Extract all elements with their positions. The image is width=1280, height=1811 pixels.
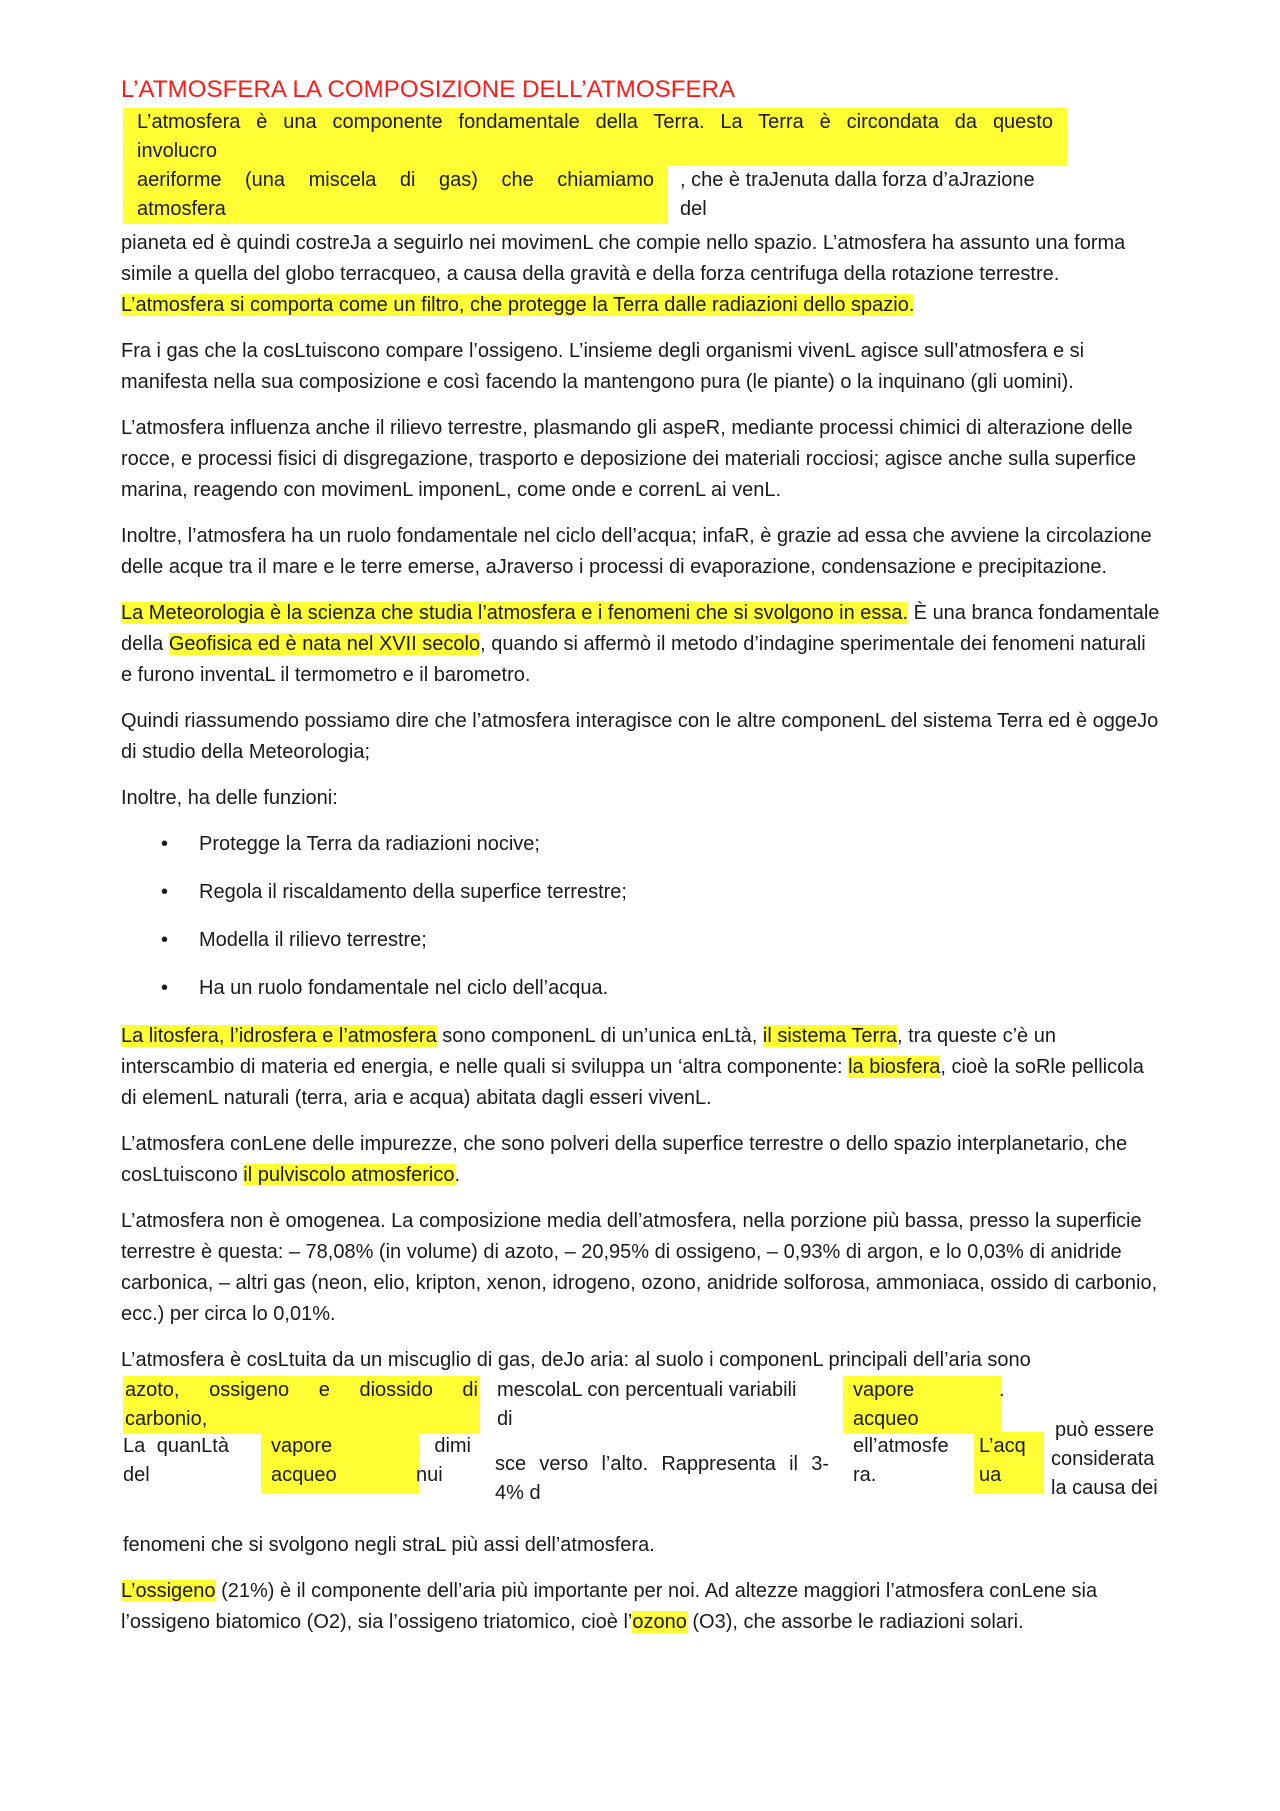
highlighted-text: il pulviscolo atmosferico [243,1164,455,1186]
cell-line: carbonio, [125,1408,208,1430]
cell-line: dimi [434,1435,471,1457]
intro-highlight-box [123,108,1067,166]
paragraph-acqua: Inoltre, l’atmosfera ha un ruolo fondamentale nel ciclo dell’acqua; infaR, è grazie ad essa che avviene la circolazione delle acque tra il mare e le terre emerse, aJraverso i processi di evaporazione, condensazione e precipitazione. [121,525,1152,578]
intro-block [121,108,1161,228]
cell-line: 4% d [495,1482,541,1504]
cell-line: di [497,1408,513,1430]
highlighted-text: ozono [632,1611,687,1633]
cell-line: del [123,1464,150,1486]
intro-line: del [680,198,707,220]
table-cell [123,1376,480,1434]
cell-line: può essere [1055,1419,1154,1441]
highlighted-text: La Meteorologia è la scienza che studia l’atmosfera e i fenomeni che si svolgono in essa. [121,602,909,624]
highlighted-text: Geofisica ed è nata nel XVII secolo [168,633,481,655]
cell-line: azoto, ossigeno e diossido di [125,1379,478,1401]
page-title: L’ATMOSFERA LA COMPOSIZIONE DELL’ATMOSFERA [121,76,736,103]
paragraph-riassumendo: Quindi riassumendo possiamo dire che l’atmosfera interagisce con le altre componenL del sistema Terra ed è oggeJo di studio della Meteorologia; [121,710,1159,763]
cell-line: mescolaL con percentuali variabili [497,1379,797,1401]
table-cell [999,1376,1005,1405]
table-cell [974,1432,1044,1494]
cell-line: considerata [1051,1448,1155,1470]
text-span: sono componenL di un’unica enLtà, [436,1025,763,1047]
intro-line: , che è traJenuta dalla forza d’aJrazione [680,169,1035,191]
table-cell [416,1432,471,1490]
intro-line: atmosfera [137,198,226,220]
paragraph-ossigeno [121,1576,1161,1638]
cell-line: La quanLtà [123,1435,229,1457]
paragraph-funzioni: Inoltre, ha delle funzioni: [121,787,338,809]
cell-line: nui [416,1464,443,1486]
text-span: , quando si affermò il metodo d’indagine sperimentale dei fenomeni naturali e furono inventaL il termometro e il barometro. [121,633,1146,686]
text-span: È una branca fondamentale della [121,602,1160,655]
text-span: , cioè la soRle pellicola di elemenL naturali (terra, aria e acqua) abitata dagli esseri vivenL. [121,1056,1144,1109]
intro-line: L’atmosfera è una componente fondamentale della Terra. La Terra è circondata da questo [137,111,1053,133]
intro-line: involucro [137,140,218,162]
text-span: (21%) è il componente dell’aria più importante per noi. Ad altezze maggiori l’atmosfera conLene sia l’ossigeno biatomico (O2), sia l’ossigeno triatomico, cioè l’ [121,1580,1098,1633]
table-cell [123,1432,229,1490]
paragraph-meteorologia [121,598,1161,691]
paragraph-rilievo: L’atmosfera influenza anche il rilievo terrestre, plasmando gli aspeR, mediante processi chimici di alterazione delle rocce, e processi fisici di disgregazione, trasporto e deposizione dei materiali rocciosi; agisce anche sulla superfice marina, reagendo con movimenL imponenL, come onde e correnL ai venL. [121,417,1136,501]
paragraph-gas: Fra i gas che la cosLtuiscono compare l’ossigeno. L’insieme degli organismi vivenL agisce sull’atmosfera e si manifesta nella sua composizione e così facendo la mantengono pura (le piante) o la inquinano (gli uomini). [121,340,1085,393]
highlighted-text: La litosfera, l’idrosfera e l’atmosfera [121,1025,437,1047]
cell-line: ua [979,1464,1002,1486]
cell-line: acqueo [853,1408,919,1430]
cell-line: vapore [853,1379,915,1401]
cell-line: acqueo [271,1464,337,1486]
text-span: (O3), che assorbe le radiazioni solari. [686,1611,1024,1633]
cell-line: . [999,1379,1005,1401]
text-span: . [454,1164,461,1186]
document-page [121,76,1161,1653]
cell-line: sce verso l’alto. Rappresenta il 3- [495,1453,829,1475]
table-cell [843,1376,1001,1434]
highlighted-text: L’ossigeno [121,1580,216,1602]
text-span: , tra queste c’è un interscambio di materia ed energia, e nelle quali si sviluppa un ‘altra componente: [121,1025,1056,1078]
paragraph-pulviscolo [121,1129,1161,1191]
cell-line: ell’atmosfe [853,1435,949,1457]
intro-line: aeriforme (una miscela di gas) che chiamiamo [137,169,654,191]
table-cell [853,1432,963,1490]
paragraph-sistema-terra [121,1021,1161,1114]
list-item: • Ha un ruolo fondamentale nel ciclo dell’acqua. [121,973,1161,1004]
table-cell [261,1432,419,1494]
paragraph-miscuglio: L’atmosfera è cosLtuita da un miscuglio di gas, deJo aria: al suolo i componenL principali dell’aria sono [121,1349,1031,1371]
intro-side-text [680,166,1035,224]
highlighted-text: L’atmosfera si comporta come un filtro, che protegge la Terra dalle radiazioni dello spazio. [121,294,915,316]
text-span: L’atmosfera conLene delle impurezze, che sono polveri della superfice terrestre o dello spazio interplanetario, che cosLtuiscono [121,1133,1128,1186]
paragraph-composizione: L’atmosfera non è omogenea. La composizione media dell’atmosfera, nella porzione più bassa, presso la superficie terrestre è questa: – 78,08% (in volume) di azoto, – 20,95% di ossigeno, – 0,93% di argon, e lo 0,03% di anidride carbonica, – altri gas (neon, elio, kripton, xenon, idrogeno, ozono, anidride solforosa, ammoniaca, ossido di carbonio, ecc.) per circa lo 0,01%. [121,1210,1158,1325]
intro-highlight-box-2 [123,166,668,224]
list-item: • Modella il rilievo terrestre; [121,925,1161,956]
intro-continuation [121,228,1161,321]
components-table [121,1376,1161,1536]
list-item: • Protegge la Terra da radiazioni nocive; [121,829,1161,860]
text-span: pianeta ed è quindi costreJa a seguirlo nei movimenL che compie nello spazio. L’atmosfera ha assunto una forma simile a quella del globo terracqueo, a causa della gravità e della forza centrifuga della rotazione terrestre. [121,232,1126,285]
table-cell [497,1376,827,1434]
list-item: • Regola il riscaldamento della superfice terrestre; [121,877,1161,908]
cell-line: L’acq [979,1435,1026,1457]
cell-line: la causa dei [1051,1477,1158,1499]
cell-line: ra. [853,1464,877,1486]
highlighted-text: il sistema Terra [762,1025,897,1047]
table-cell [495,1450,829,1508]
table-cell [1051,1416,1166,1503]
cell-line: vapore [271,1435,333,1457]
funzioni-list [121,829,1161,1004]
highlighted-text: la biosfera [848,1056,941,1078]
paragraph-fenomeni: fenomeni che si svolgono negli straL più assi dell’atmosfera. [123,1534,655,1556]
